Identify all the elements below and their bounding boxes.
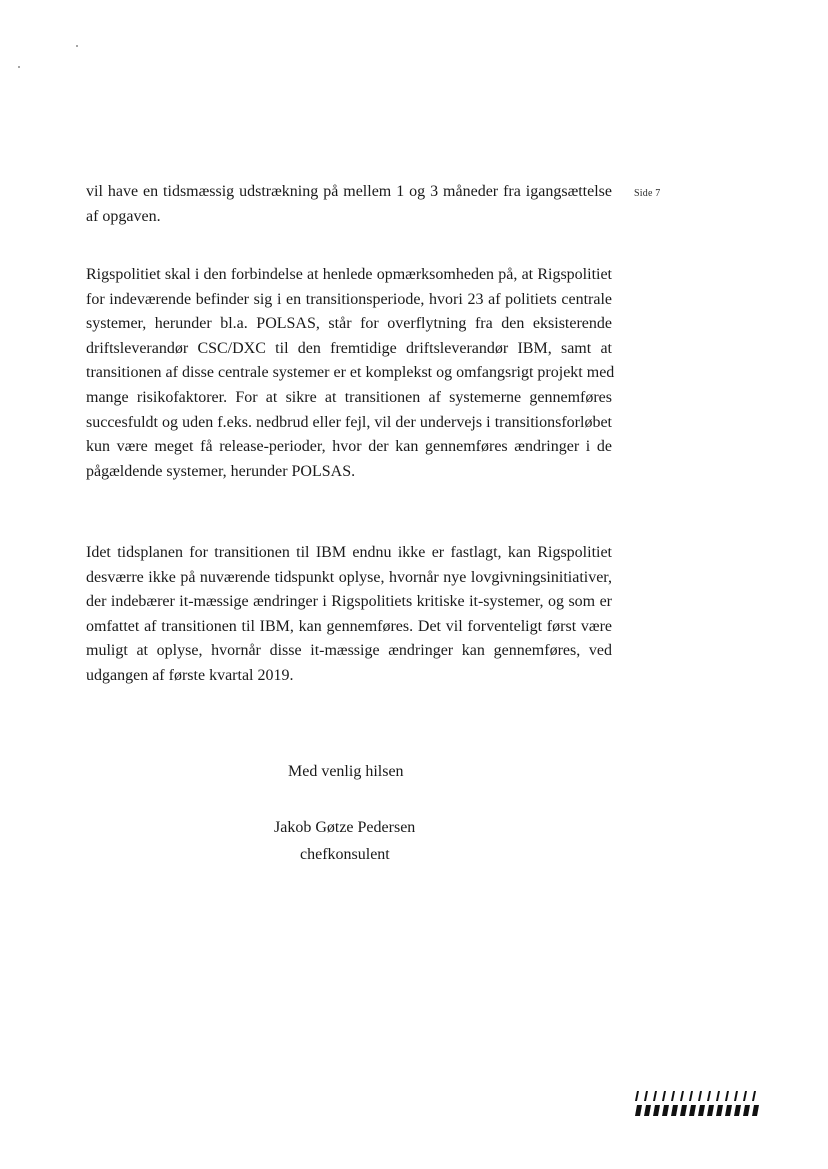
barcode-stroke (716, 1091, 720, 1101)
barcode-stroke (743, 1091, 747, 1101)
barcode-block (644, 1105, 651, 1116)
paragraph-2 (86, 263, 615, 484)
text-line: Rigspolitiet skal i den forbindelse at henlede opmærksomheden på, at Rigspolitiet (86, 266, 612, 283)
text-line: desværre ikke på nuværende tidspunkt oplyse, hvornår nye lovgivningsinitiativer, (86, 568, 612, 586)
barcode-block (653, 1105, 660, 1116)
barcode-stroke (644, 1091, 648, 1101)
document-barcode (633, 1091, 761, 1117)
signer-title: chefkonsulent (300, 846, 390, 863)
barcode-stroke (662, 1091, 666, 1101)
text-line: udgangen af første kvartal 2019. (86, 666, 294, 684)
text-line: omfattet af transitionen til IBM, kan gennemføres. Det vil forventeligt først være (86, 617, 612, 635)
barcode-stroke (725, 1091, 729, 1101)
barcode-stroke (680, 1091, 684, 1101)
barcode-block (698, 1105, 705, 1116)
barcode-stroke (752, 1091, 756, 1101)
barcode-block (689, 1105, 696, 1116)
barcode-stroke (707, 1091, 711, 1101)
scan-speck (18, 66, 20, 68)
text-line: der indebærer it-mæssige ændringer i Rigspolitiets kritiske it-systemer, og som er (86, 593, 612, 611)
barcode-block (671, 1105, 678, 1116)
barcode-block (635, 1105, 642, 1116)
text-line: af opgaven. (86, 207, 161, 225)
text-line: systemer, herunder bl.a. POLSAS, står for overflytning fra den eksisterende (86, 315, 612, 333)
barcode-block (734, 1105, 741, 1116)
barcode-block (680, 1105, 687, 1116)
paragraph-3 (86, 541, 612, 689)
barcode-stroke (653, 1091, 657, 1101)
barcode-block (743, 1105, 750, 1116)
text-line: Idet tidsplanen for transitionen til IBM endnu ikke er fastlagt, kan Rigspolitiet (86, 544, 612, 561)
paragraph-1 (86, 180, 612, 229)
barcode-stroke (635, 1091, 639, 1101)
text-line: vil have en tidsmæssig udstrækning på mellem 1 og 3 måneder fra igangsættelse (86, 183, 612, 200)
page-number-label: Side 7 (634, 188, 661, 199)
barcode-stroke (671, 1091, 675, 1101)
scan-speck (76, 45, 78, 47)
closing-greeting: Med venlig hilsen (288, 763, 404, 780)
barcode-block (725, 1105, 732, 1116)
text-line: mange risikofaktorer. For at sikre at transitionen af systemerne gennemføres (86, 388, 612, 406)
barcode-stroke (689, 1091, 693, 1101)
text-line: muligt at oplyse, hvornår disse it-mæssige ændringer kan gennemføres, ved (86, 642, 612, 660)
barcode-block (707, 1105, 714, 1116)
text-line: succesfuldt og uden f.eks. nedbrud eller fejl, vil der undervejs i transitionsforløbet (86, 413, 612, 431)
text-line: driftsleverandør CSC/DXC til den fremtidige driftsleverandør IBM, samt at (86, 339, 612, 357)
barcode-block (752, 1105, 759, 1116)
signer-name: Jakob Gøtze Pedersen (274, 819, 416, 836)
barcode-block (662, 1105, 669, 1116)
text-line: kun være meget få release-perioder, hvor der kan gennemføres ændringer i de (86, 438, 612, 456)
barcode-stroke (734, 1091, 738, 1101)
barcode-block (716, 1105, 723, 1116)
text-line: for indeværende befinder sig i en transitionsperiode, hvori 23 af politiets centrale (86, 290, 612, 308)
text-line: transitionen af disse centrale systemer er et komplekst og omfangsrigt projekt med (86, 364, 615, 382)
barcode-stroke (698, 1091, 702, 1101)
text-line: pågældende systemer, herunder POLSAS. (86, 462, 356, 480)
